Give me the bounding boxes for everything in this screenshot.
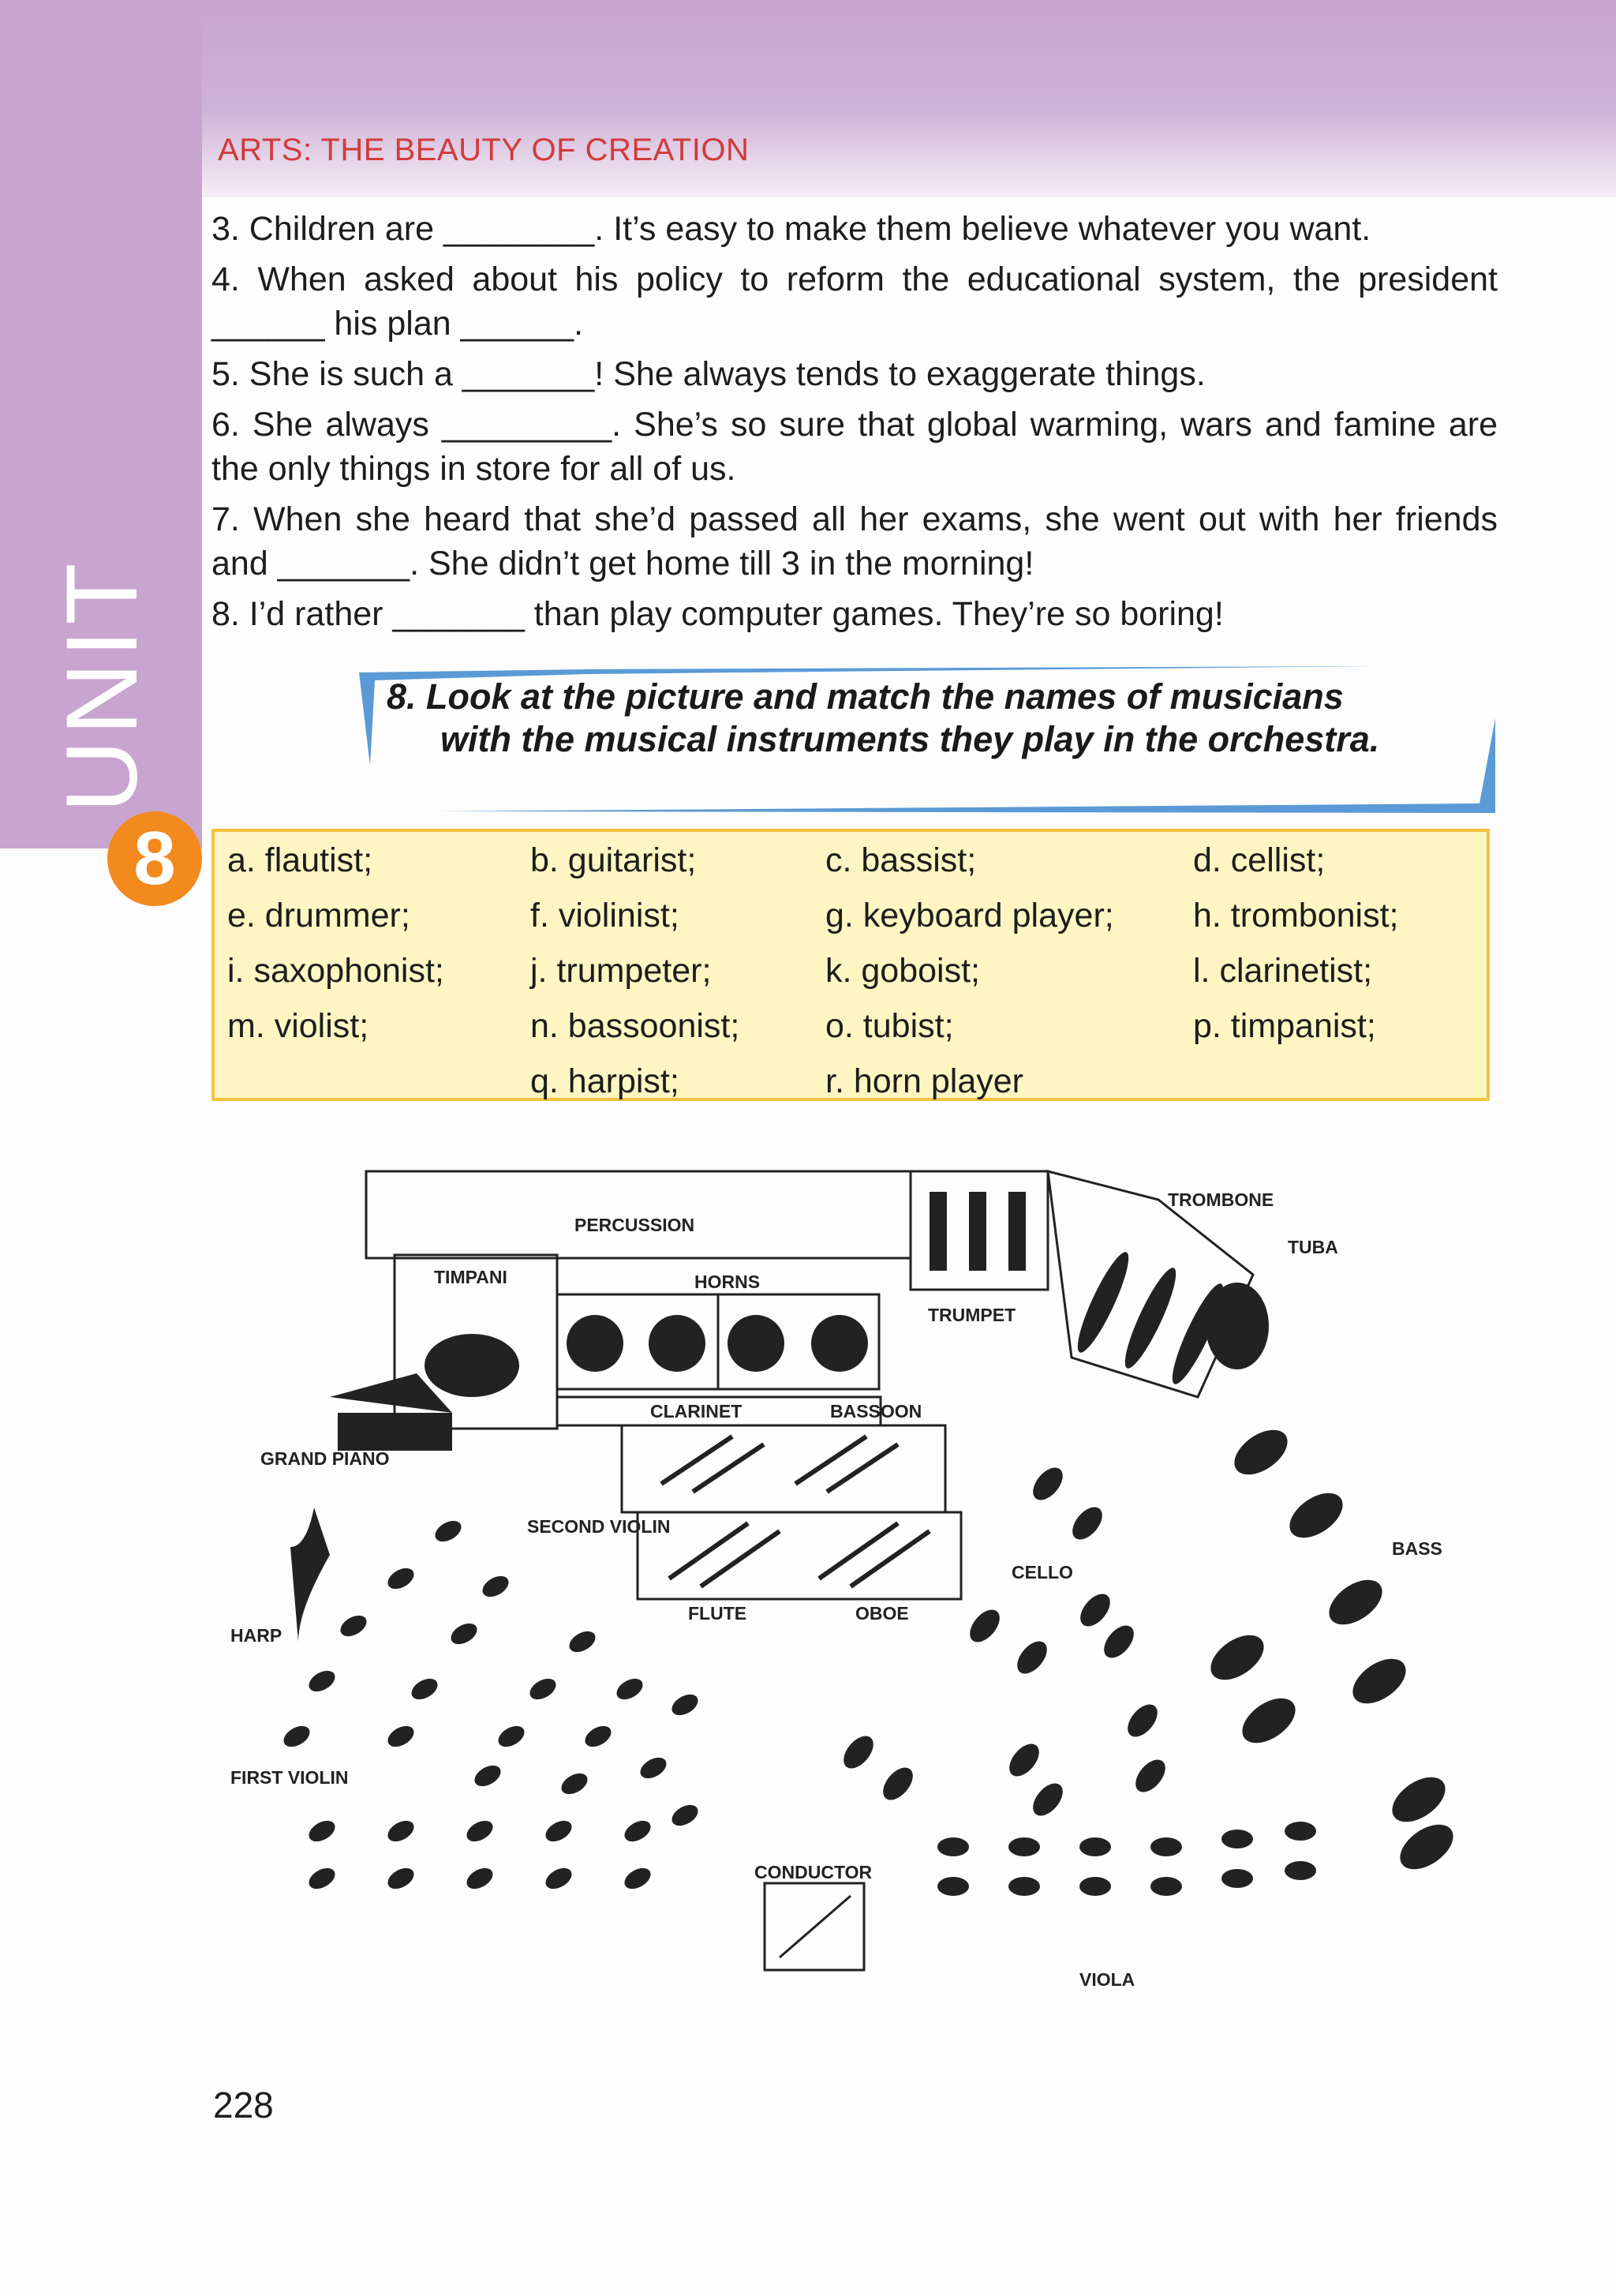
violin-icon — [337, 1611, 370, 1640]
flute-oboe-area — [638, 1512, 961, 1599]
label-clarinet: CLARINET — [650, 1401, 743, 1421]
orchestra-seating-diagram — [211, 1137, 1502, 2013]
violin-icon — [479, 1571, 512, 1601]
musician-c: c. bassist; — [825, 841, 977, 879]
double-bass-icon — [1203, 1626, 1271, 1689]
sentence-7: 7. When she heard that she’d passed all her exams, she went out with her friends and _______. She didn’t get home till 3 in the morning! — [211, 500, 1498, 582]
viola-icon — [937, 1877, 969, 1896]
exercise-sentences — [211, 207, 1498, 642]
violin-icon — [384, 1721, 417, 1751]
double-bass-icon — [1234, 1689, 1303, 1752]
double-bass-icon — [1384, 1768, 1453, 1831]
flute-icon — [669, 1523, 748, 1579]
label-tuba: TUBA — [1288, 1237, 1338, 1257]
violin-icon — [471, 1761, 504, 1790]
label-grand-piano: GRAND PIANO — [260, 1448, 390, 1469]
musician-l: l. clarinetist; — [1193, 952, 1373, 990]
label-viola: VIOLA — [1079, 1969, 1135, 1990]
trombone-icon — [1117, 1264, 1184, 1373]
bassoon-icon — [795, 1436, 866, 1484]
musicians-table — [211, 829, 1490, 1101]
trumpet-icon — [969, 1192, 986, 1271]
musician-h: h. trombonist; — [1193, 897, 1399, 935]
double-bass-icon — [1345, 1650, 1413, 1713]
cello-icon — [877, 1762, 918, 1806]
musician-g: g. keyboard player; — [825, 897, 1114, 935]
label-bass: BASS — [1392, 1538, 1442, 1559]
oboe-icon — [819, 1523, 898, 1579]
task-instruction — [387, 676, 1491, 761]
cello-icon — [1122, 1699, 1163, 1743]
violin-icon — [432, 1516, 465, 1545]
horn-icon — [649, 1315, 705, 1372]
label-second-violin: SECOND VIOLIN — [527, 1516, 671, 1537]
task-line-2: with the musical instruments they play in the orchestra. — [440, 719, 1380, 759]
viola-icon — [1221, 1830, 1253, 1848]
double-bass-icon — [1226, 1421, 1295, 1484]
label-percussion: PERCUSSION — [574, 1215, 695, 1235]
violin-icon — [463, 1816, 496, 1845]
cello-icon — [1130, 1755, 1171, 1798]
violin-icon — [637, 1753, 670, 1782]
label-bassoon: BASSOON — [830, 1401, 922, 1421]
unit-label: UNIT — [46, 558, 159, 813]
violin-icon — [542, 1863, 575, 1893]
horn-icon — [811, 1315, 868, 1372]
oboe-icon — [851, 1531, 930, 1586]
violin-icon — [305, 1816, 339, 1845]
task-line-1: 8. Look at the picture and match the names of musicians — [387, 676, 1344, 717]
label-flute: FLUTE — [688, 1603, 747, 1624]
section-title: ARTS: THE BEAUTY OF CREATION — [218, 133, 750, 167]
musician-o: o. tubist; — [825, 1007, 954, 1045]
label-harp: HARP — [230, 1625, 282, 1646]
musician-n: n. bassoonist; — [530, 1007, 740, 1045]
double-bass-icon — [1281, 1484, 1350, 1547]
violin-icon — [621, 1816, 654, 1845]
musician-e: e. drummer; — [227, 897, 410, 935]
cello-icon — [1027, 1463, 1068, 1506]
violin-icon — [566, 1627, 599, 1656]
cello-icon — [1012, 1636, 1053, 1680]
cello-icon — [1004, 1739, 1045, 1782]
trumpet-icon — [1008, 1192, 1026, 1271]
label-trumpet: TRUMPET — [928, 1305, 1016, 1325]
cello-icon — [838, 1731, 879, 1774]
cello-icon — [1098, 1620, 1139, 1664]
double-bass-icon — [1321, 1571, 1390, 1634]
musician-a: a. flautist; — [227, 841, 373, 879]
sentence-4: 4. When asked about his policy to reform the educational system, the president ______ his plan ______. — [211, 260, 1498, 343]
violin-icon — [384, 1564, 417, 1593]
unit-number-badge: 8 — [107, 811, 202, 906]
violin-icon — [526, 1674, 559, 1703]
violin-icon — [280, 1721, 313, 1751]
cello-icon — [1027, 1778, 1068, 1822]
sentence-5: 5. She is such a _______! She always tends to exaggerate things. — [211, 355, 1206, 393]
musician-j: j. trumpeter; — [530, 952, 712, 990]
horn-icon — [728, 1315, 784, 1372]
musician-q: q. harpist; — [530, 1062, 679, 1100]
grand-piano-icon — [330, 1373, 452, 1451]
violin-icon — [384, 1863, 417, 1893]
label-trombone: TROMBONE — [1168, 1189, 1274, 1210]
horn-icon — [567, 1315, 623, 1372]
violin-icon — [305, 1666, 339, 1695]
double-bass-icon — [1392, 1815, 1461, 1878]
viola-icon — [1221, 1869, 1253, 1888]
tuba-icon — [1206, 1283, 1269, 1369]
label-conductor: CONDUCTOR — [754, 1862, 873, 1882]
viola-icon — [1150, 1877, 1182, 1896]
sentence-8: 8. I’d rather _______ than play computer games. They’re so boring! — [211, 595, 1224, 633]
viola-icon — [1285, 1822, 1316, 1841]
musician-m: m. violist; — [227, 1007, 369, 1045]
clarinet-bassoon-area — [622, 1425, 945, 1512]
viola-icon — [1079, 1837, 1111, 1856]
label-timpani: TIMPANI — [434, 1267, 507, 1287]
label-cello: CELLO — [1012, 1562, 1073, 1582]
violin-icon — [408, 1674, 441, 1703]
violin-icon — [447, 1619, 481, 1648]
sentence-6: 6. She always _________. She’s so sure that global warming, wars and famine are the only things in store for all of us. — [211, 406, 1498, 488]
violin-icon — [463, 1863, 496, 1893]
musician-b: b. guitarist; — [530, 841, 697, 879]
musician-f: f. violinist; — [530, 897, 679, 935]
viola-icon — [937, 1837, 969, 1856]
label-first-violin: FIRST VIOLIN — [230, 1767, 349, 1788]
viola-icon — [1079, 1877, 1111, 1896]
sentence-3: 3. Children are ________. It’s easy to make them believe whatever you want. — [211, 210, 1371, 248]
cello-icon — [1067, 1502, 1108, 1545]
violin-icon — [495, 1721, 528, 1751]
musician-p: p. timpanist; — [1193, 1007, 1376, 1045]
violin-icon — [542, 1816, 575, 1845]
flute-icon — [701, 1531, 780, 1586]
violin-icon — [558, 1769, 591, 1798]
violin-icon — [668, 1800, 701, 1830]
violin-icon — [384, 1816, 417, 1845]
label-horns: HORNS — [694, 1272, 761, 1292]
timpani-icon — [425, 1334, 519, 1397]
baton-icon — [780, 1896, 851, 1957]
viola-icon — [1150, 1837, 1182, 1856]
musician-k: k. goboist; — [825, 952, 980, 990]
violin-icon — [621, 1863, 654, 1893]
trombone-icon — [1070, 1248, 1137, 1358]
musician-d: d. cellist; — [1193, 841, 1326, 879]
cello-icon — [964, 1605, 1005, 1648]
label-oboe: OBOE — [855, 1603, 909, 1624]
cello-icon — [1075, 1589, 1116, 1632]
trumpet-icon — [930, 1192, 947, 1271]
viola-icon — [1285, 1861, 1316, 1880]
bassoon-icon — [827, 1444, 898, 1492]
violin-icon — [305, 1863, 339, 1893]
viola-icon — [1008, 1877, 1040, 1896]
page-number: 228 — [213, 2084, 274, 2126]
violin-icon — [613, 1674, 646, 1703]
violin-icon — [582, 1721, 615, 1751]
musician-r: r. horn player — [825, 1062, 1023, 1100]
clarinet-icon — [693, 1444, 764, 1492]
harp-icon — [290, 1508, 330, 1642]
musician-i: i. saxophonist; — [227, 952, 444, 990]
violin-icon — [668, 1690, 701, 1719]
clarinet-icon — [661, 1436, 732, 1484]
viola-icon — [1008, 1837, 1040, 1856]
